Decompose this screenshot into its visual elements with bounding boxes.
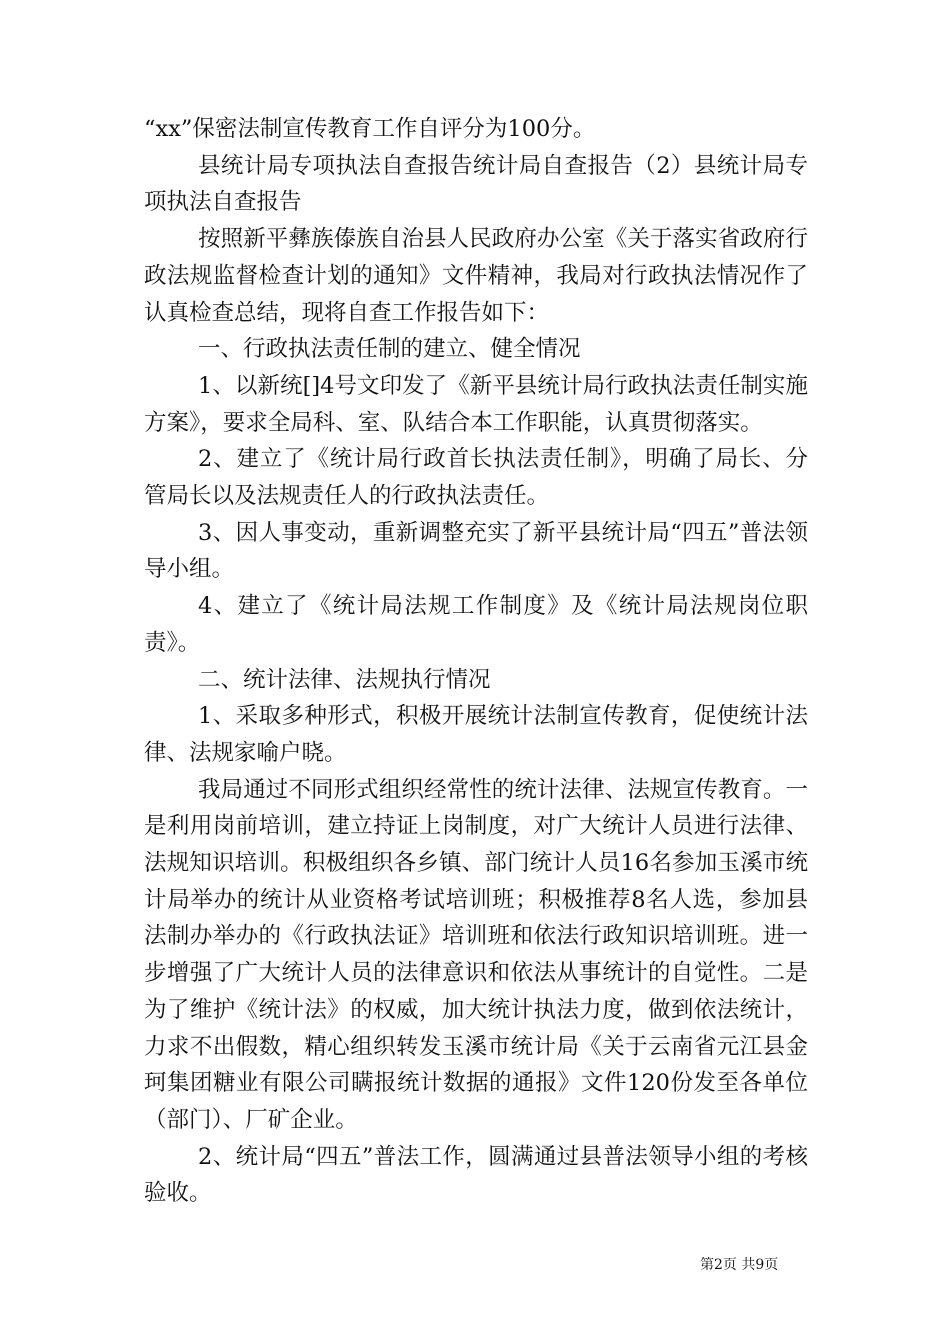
page-number-footer: 第2页 共9页 [700,1257,779,1273]
list-item-1-1: 1、以新统[]4号文印发了《新平县统计局行政执法责任制实施方案》，要求全局科、室、队结合本工作职能，认真贯彻落实。 [144,372,808,436]
list-item-1-2: 2、建立了《统计局行政首长执法责任制》，明确了局长、分管局长以及法规责任人的行政执法责任。 [144,446,808,510]
list-item-1-4: 4、建立了《统计局法规工作制度》及《统计局法规岗位职责》。 [144,593,808,656]
paragraph-self-score: “xx”保密法制宣传教育工作自评分为100分。 [144,116,596,142]
section-heading-2: 二、统计法律、法规执行情况 [198,666,491,693]
paragraph-education: 我局通过不同形式组织经常性的统计法律、法规宣传教育。一是利用岗前培训，建立持证上岗制度，对广大统计人员进行法律、法规知识培训。积极组织各乡镇、部门统计人员16名参加玉溪市统计局举办的统计从业资格考试培训班；积极推荐8名人选，参加县法制办举办的《行政执法证》培训班和依法行政知识培训班。进一步增强了广大统计人员的法律意识和依法从事统计的自觉性。二是为了维护《统计法》的权威，加大统计执法力度，做到依法统计，力求不出假数，精心组织转发玉溪市统计局《关于云南省元江县金珂集团糖业有限公司瞒报统计数据的通报》文件120份发至各单位（部门）、厂矿企业。 [144,776,808,1133]
report-title: 县统计局专项执法自查报告统计局自查报告（2）县统计局专项执法自查报告 [144,152,808,216]
paragraph-intro: 按照新平彝族傣族自治县人民政府办公室《关于落实省政府行政法规监督检查计划的通知》文件精神，我局对行政执法情况作了认真检查总结，现将自查工作报告如下： [144,226,808,326]
section-heading-1: 一、行政执法责任制的建立、健全情况 [198,336,581,363]
list-item-1-3: 3、因人事变动，重新调整充实了新平县统计局“四五”普法领导小组。 [144,519,808,583]
document-body [144,111,808,1212]
list-item-2-2: 2、统计局“四五”普法工作，圆满通过县普法领导小组的考核验收。 [144,1143,808,1207]
list-item-2-1: 1、采取多种形式，积极开展统计法制宣传教育，促使统计法律、法规家喻户晓。 [144,703,808,766]
